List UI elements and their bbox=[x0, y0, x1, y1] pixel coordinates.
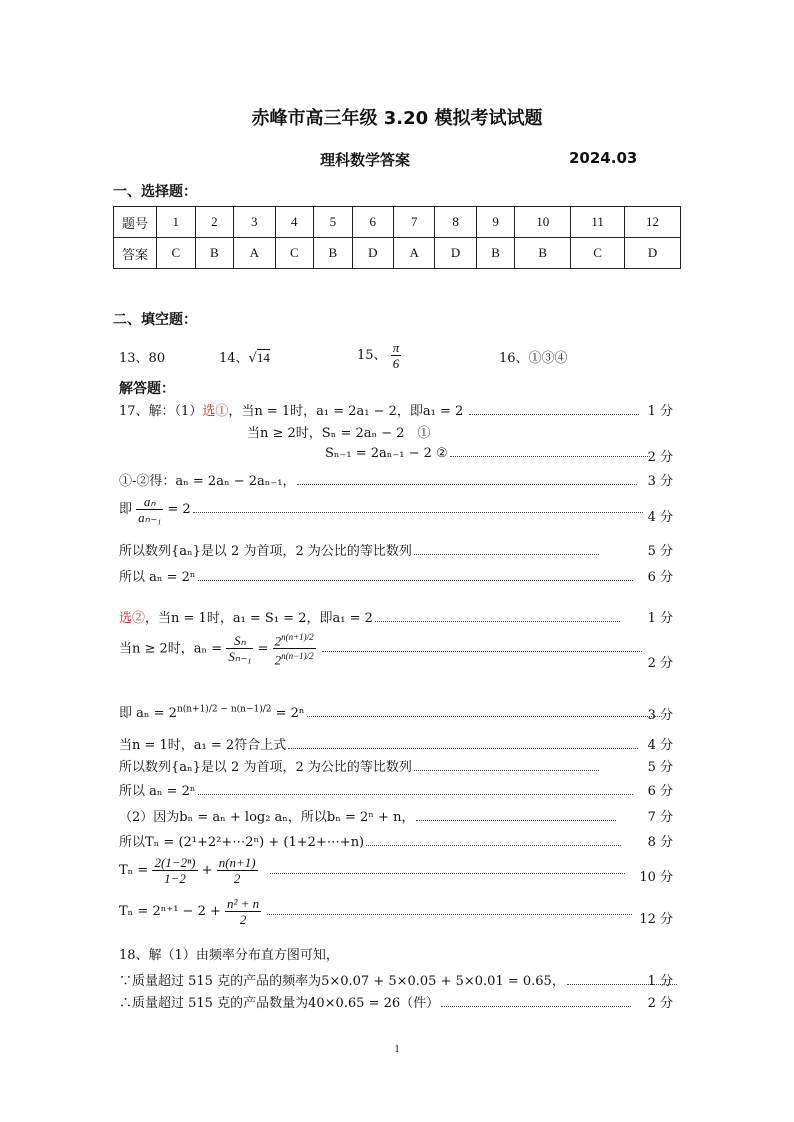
q17-line-15 bbox=[119, 831, 623, 850]
document-title: 赤峰市高三年级 3.20 模拟考试试题 bbox=[251, 108, 543, 129]
q17-line-9 bbox=[119, 630, 644, 668]
points-7: 7 分 bbox=[647, 810, 673, 825]
q18-line-2 bbox=[119, 992, 633, 1011]
points-6b: 6 分 bbox=[647, 784, 673, 799]
question-number-cell: 9 bbox=[476, 207, 515, 238]
q17-line-13-text: 所以 aₙ = 2ⁿ bbox=[119, 784, 196, 799]
answer-table-number-row bbox=[114, 207, 681, 238]
answer-cell: C bbox=[157, 238, 196, 269]
q17-line-1-text: ，当n = 1时，a₁ = 2a₁ − 2，即a₁ = 2 bbox=[228, 404, 464, 419]
points-1b: 1 分 bbox=[647, 611, 673, 626]
q17-line-17 bbox=[119, 896, 634, 927]
section-multiple-choice-heading: 一、选择题： bbox=[113, 184, 197, 200]
q17-line-5-prefix: 即 bbox=[119, 502, 133, 517]
answer-cell: A bbox=[394, 238, 435, 269]
points-3b: 3 分 bbox=[647, 708, 673, 723]
q17-choose-2: 选② bbox=[119, 611, 146, 626]
points-1: 1 分 bbox=[647, 404, 673, 419]
tn-fraction-2 bbox=[217, 855, 258, 886]
s-ratio-denominator: Sₙ₋₁ bbox=[228, 649, 252, 665]
q17-choose-1: 选① bbox=[202, 404, 229, 419]
answer-cell: B bbox=[515, 238, 571, 269]
question-number-cell: 8 bbox=[435, 207, 476, 238]
answer-cell: B bbox=[476, 238, 515, 269]
tn-plus: + bbox=[201, 863, 213, 878]
tn-final-fraction bbox=[225, 896, 261, 927]
q17-line-11-text: 当n = 1时，a₁ = 2符合上式 bbox=[119, 738, 287, 753]
q17-line-4 bbox=[119, 470, 639, 489]
blank-15-denominator: 6 bbox=[392, 356, 400, 371]
dot-leader bbox=[414, 553, 599, 555]
q17-line-14-text: （2）因为bₙ = aₙ + log₂ aₙ，所以bₙ = 2ⁿ + n， bbox=[119, 810, 415, 825]
power-denominator-base: 2 bbox=[274, 652, 282, 668]
blank-14-label: 14、 bbox=[219, 351, 249, 366]
tn-fraction-1-num: 2(1−2ⁿ) bbox=[154, 855, 196, 870]
q17-line-16 bbox=[119, 855, 627, 886]
answer-cell: C bbox=[275, 238, 314, 269]
dot-leader bbox=[441, 1005, 631, 1007]
q18-line-2-text: ∴质量超过 515 克的产品数量为40×0.65 = 26（件） bbox=[119, 996, 440, 1011]
q17-line-6-text: 所以数列{aₙ}是以 2 为首项，2 为公比的等比数列 bbox=[119, 544, 412, 559]
q17-line-6 bbox=[119, 540, 601, 559]
tn-final-den: 2 bbox=[239, 912, 247, 927]
q17-line-3 bbox=[325, 446, 652, 461]
tn-fraction-1 bbox=[152, 855, 197, 886]
q17-line-5-eq: = 2 bbox=[167, 502, 191, 517]
tn-fraction-2-num: n(n+1) bbox=[218, 855, 256, 870]
tn-fraction-2-den: 2 bbox=[233, 871, 241, 886]
points-8: 8 分 bbox=[647, 835, 673, 850]
q17-line-12-text: 所以数列{aₙ}是以 2 为首项，2 为公比的等比数列 bbox=[119, 760, 412, 775]
answer-table-answer-row bbox=[114, 238, 681, 269]
answer-cell: D bbox=[352, 238, 393, 269]
q17-line-2: 当n ≥ 2时，Sₙ = 2aₙ − 2 ① bbox=[247, 426, 431, 441]
blank-14 bbox=[219, 347, 270, 366]
answer-cell: B bbox=[195, 238, 234, 269]
question-number-cell: 5 bbox=[314, 207, 353, 238]
s-ratio-numerator: Sₙ bbox=[226, 633, 253, 649]
ratio-fraction bbox=[136, 494, 163, 525]
dot-leader bbox=[375, 620, 620, 622]
blank-14-value: 14 bbox=[256, 350, 270, 365]
question-number-cell: 11 bbox=[571, 207, 625, 238]
question-number-cell: 3 bbox=[234, 207, 275, 238]
q17-line-3-text: Sₙ₋₁ = 2aₙ₋₁ − 2 ② bbox=[325, 446, 448, 461]
document-subtitle: 理科数学答案 bbox=[320, 151, 411, 169]
blank-16: 16、①③④ bbox=[499, 351, 568, 366]
points-4: 4 分 bbox=[647, 510, 673, 525]
page-number: 1 bbox=[394, 1043, 400, 1055]
dot-leader bbox=[366, 844, 621, 846]
answer-cell: D bbox=[435, 238, 476, 269]
q17-line-7 bbox=[119, 566, 635, 585]
q18-line-1-text: ∵质量超过 515 克的产品的频率为5×0.07 + 5×0.05 + 5×0.01 = 0.65， bbox=[119, 974, 565, 989]
sqrt-symbol: √ bbox=[248, 351, 257, 366]
q17-line-8 bbox=[119, 607, 622, 626]
q17-line-9-prefix: 当n ≥ 2时，aₙ = bbox=[119, 641, 223, 657]
q17-line-10-exp: n(n+1)/2 − n(n−1)/2 bbox=[176, 704, 272, 715]
section-solution-heading: 解答题： bbox=[119, 381, 175, 397]
points-1c: 1 分 bbox=[647, 974, 673, 989]
dot-leader bbox=[307, 715, 662, 717]
answer-cell: A bbox=[234, 238, 275, 269]
q17-line-14 bbox=[119, 806, 618, 825]
dot-leader bbox=[288, 747, 638, 749]
question-number-cell: 6 bbox=[352, 207, 393, 238]
question-number-cell: 1 bbox=[157, 207, 196, 238]
q17-line-10-prefix: 即 aₙ = 2 bbox=[119, 706, 177, 721]
points-6: 6 分 bbox=[647, 570, 673, 585]
q17-line-11 bbox=[119, 734, 640, 753]
power-denominator-exp: n(n−1)/2 bbox=[281, 651, 314, 662]
power-numerator bbox=[273, 630, 316, 649]
q17-line-9-eq: = bbox=[257, 641, 269, 657]
q17-line-5 bbox=[119, 494, 645, 525]
answer-cell: C bbox=[571, 238, 625, 269]
power-ratio-fraction bbox=[273, 630, 316, 668]
q17-line-10 bbox=[119, 702, 664, 721]
document-date: 2024.03 bbox=[569, 149, 638, 167]
dot-leader bbox=[416, 819, 616, 821]
section-fill-blank-heading: 二、填空题： bbox=[113, 312, 197, 328]
points-12: 12 分 bbox=[639, 912, 673, 927]
row-label-number: 题号 bbox=[114, 207, 157, 238]
power-denominator bbox=[273, 649, 316, 667]
answer-table bbox=[113, 206, 681, 269]
dot-leader bbox=[322, 650, 642, 652]
q17-intro: 17、解：（1） bbox=[119, 404, 203, 419]
q17-line-13 bbox=[119, 780, 635, 799]
dot-leader bbox=[297, 483, 637, 485]
dot-leader bbox=[450, 455, 650, 457]
answer-cell: D bbox=[625, 238, 681, 269]
question-number-cell: 4 bbox=[275, 207, 314, 238]
points-3: 3 分 bbox=[647, 474, 673, 489]
blank-13: 13、80 bbox=[119, 351, 166, 366]
dot-leader bbox=[267, 913, 632, 915]
points-4b: 4 分 bbox=[647, 738, 673, 753]
q18-line-1 bbox=[119, 970, 679, 989]
row-label-answer: 答案 bbox=[114, 238, 157, 269]
question-number-cell: 12 bbox=[625, 207, 681, 238]
ratio-denominator: aₙ₋₁ bbox=[138, 510, 162, 525]
q17-line-16-prefix: Tₙ = bbox=[119, 863, 149, 878]
dot-leader bbox=[193, 511, 643, 513]
q17-line-10-suffix: = 2ⁿ bbox=[275, 706, 305, 721]
power-numerator-base: 2 bbox=[274, 633, 282, 649]
blank-15-label: 15、 bbox=[357, 348, 387, 363]
q18-intro: 18、解（1）由频率分布直方图可知， bbox=[119, 948, 339, 963]
power-numerator-exp: n(n+1)/2 bbox=[281, 632, 314, 642]
points-5b: 5 分 bbox=[647, 760, 673, 775]
tn-final-num: n² + n bbox=[227, 896, 260, 911]
dot-leader bbox=[469, 413, 639, 415]
points-5: 5 分 bbox=[647, 544, 673, 559]
points-2: 2 分 bbox=[647, 450, 673, 465]
q17-line-15-text: 所以Tₙ = (2¹+2²+⋯2ⁿ) + (1+2+⋯+n) bbox=[119, 835, 365, 850]
dot-leader bbox=[198, 579, 633, 581]
dot-leader bbox=[270, 872, 625, 874]
ratio-numerator: aₙ bbox=[136, 494, 163, 510]
blank-15 bbox=[357, 340, 401, 371]
q17-line-12 bbox=[119, 756, 601, 775]
question-number-cell: 2 bbox=[195, 207, 234, 238]
question-number-cell: 10 bbox=[515, 207, 571, 238]
answer-cell: B bbox=[314, 238, 353, 269]
question-number-cell: 7 bbox=[394, 207, 435, 238]
s-ratio-fraction bbox=[226, 633, 253, 664]
q17-line-17-prefix: Tₙ = 2ⁿ⁺¹ − 2 + bbox=[119, 904, 221, 919]
blank-15-fraction bbox=[391, 340, 402, 371]
q17-line-4-text: ①-②得：aₙ = 2aₙ − 2aₙ₋₁， bbox=[119, 474, 296, 489]
dot-leader bbox=[198, 793, 633, 795]
points-2c: 2 分 bbox=[647, 996, 673, 1011]
blank-15-numerator: π bbox=[392, 340, 400, 355]
dot-leader bbox=[414, 769, 599, 771]
points-10: 10 分 bbox=[639, 870, 673, 885]
q17-line-7-text: 所以 aₙ = 2ⁿ bbox=[119, 570, 196, 585]
tn-fraction-1-den: 1−2 bbox=[164, 871, 186, 886]
points-2b: 2 分 bbox=[647, 656, 673, 671]
q17-line-1 bbox=[119, 400, 641, 419]
q17-line-8-text: ，当n = 1时，a₁ = S₁ = 2，即a₁ = 2 bbox=[145, 611, 373, 626]
